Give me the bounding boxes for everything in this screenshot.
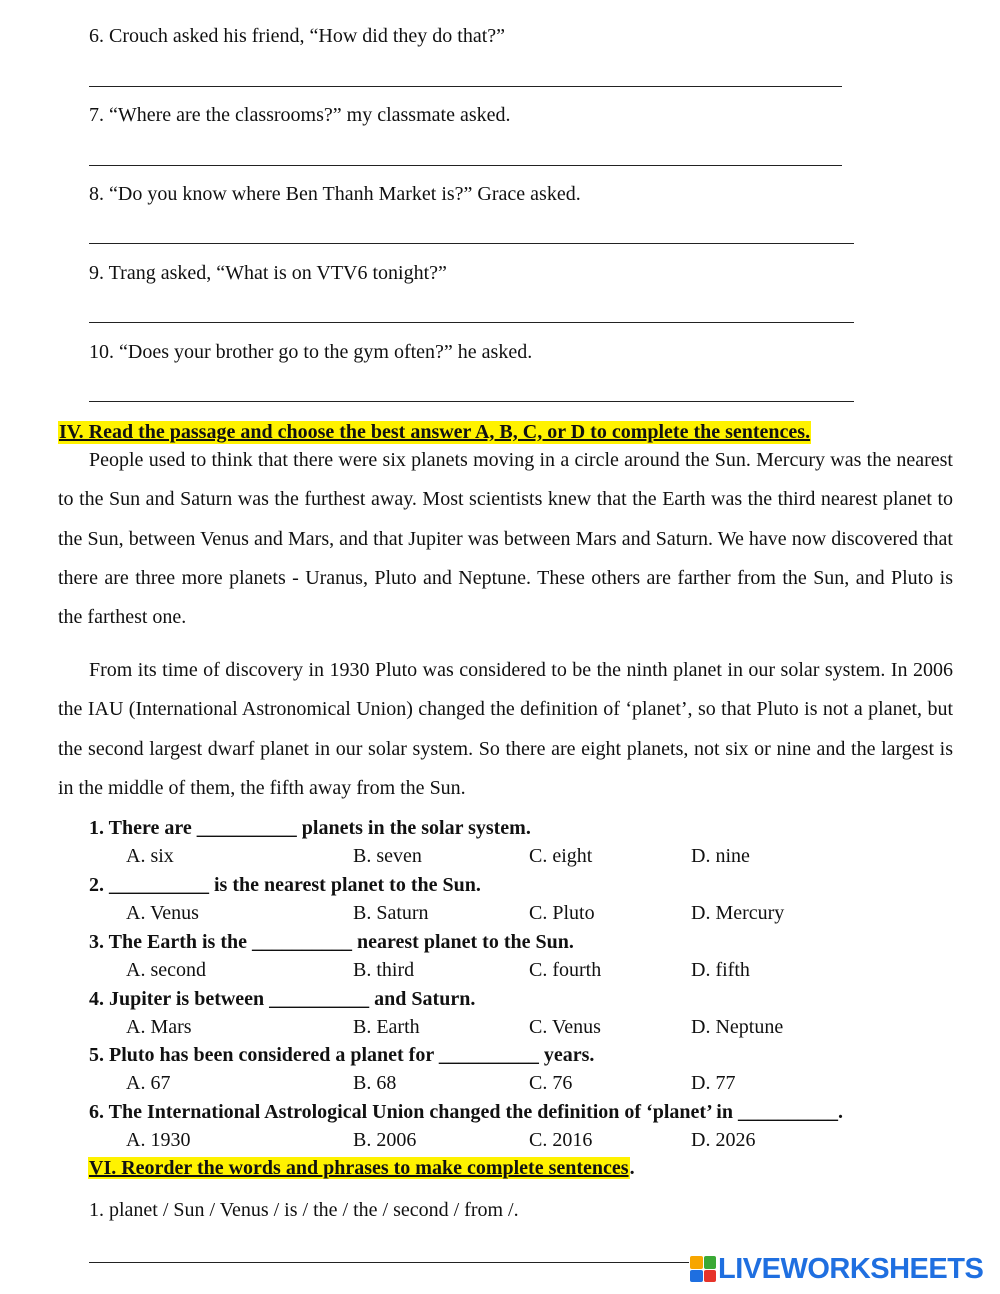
option-a[interactable]: A. Mars <box>126 1016 192 1038</box>
answer-line[interactable] <box>89 401 854 402</box>
exercise-item-9: 9. Trang asked, “What is on VTV6 tonight?” <box>89 262 447 284</box>
exercise-item-8: 8. “Do you know where Ben Thanh Market is?” Grace asked. <box>89 183 581 205</box>
option-c[interactable]: C. eight <box>529 845 593 867</box>
option-c[interactable]: C. Pluto <box>529 902 595 924</box>
option-b[interactable]: B. Saturn <box>353 902 429 924</box>
reorder-item-1: 1. planet / Sun / Venus / is / the / the / second / from /. <box>89 1199 519 1221</box>
option-d[interactable]: D. Mercury <box>691 902 785 924</box>
section-heading-vi-period: . <box>629 1157 635 1179</box>
option-c[interactable]: C. 2016 <box>529 1129 593 1151</box>
answer-line[interactable] <box>89 322 854 323</box>
option-b[interactable]: B. seven <box>353 845 422 867</box>
option-d[interactable]: D. 77 <box>691 1072 736 1094</box>
exercise-item-6: 6. Crouch asked his friend, “How did they do that?” <box>89 25 506 47</box>
passage-paragraph-1: People used to think that there were six planets moving in a circle around the Sun. Mercury was the nearest to the Sun and Saturn was the furthest away. Most scientists knew that the Earth was the third nearest planet to the Sun, between Venus and Mars, and that Jupiter was between Mars and Saturn. We have now discovered that there are three more planets - Uranus, Pluto and Neptune. These others are farther from the Sun, and Pluto is the farthest one. <box>58 449 953 629</box>
exercise-item-7: 7. “Where are the classrooms?” my classmate asked. <box>89 104 511 126</box>
answer-line[interactable] <box>89 86 842 87</box>
exercise-item-10: 10. “Does your brother go to the gym often?” he asked. <box>89 341 533 363</box>
section-heading-iv: IV. Read the passage and choose the best answer A, B, C, or D to complete the sentences. <box>59 421 811 443</box>
option-c[interactable]: C. Venus <box>529 1016 601 1038</box>
liveworksheets-logo <box>690 1254 983 1284</box>
option-d[interactable]: D. Neptune <box>691 1016 784 1038</box>
option-a[interactable]: A. 67 <box>126 1072 171 1094</box>
question-3: 3. The Earth is the __________ nearest planet to the Sun. <box>89 931 574 953</box>
option-a[interactable]: A. second <box>126 959 206 981</box>
option-a[interactable]: A. Venus <box>126 902 199 924</box>
question-5: 5. Pluto has been considered a planet for __________ years. <box>89 1044 595 1066</box>
answer-line[interactable] <box>89 243 854 244</box>
passage-paragraph-2: From its time of discovery in 1930 Pluto was considered to be the ninth planet in our solar system. In 2006 the IAU (International Astronomical Union) changed the definition of ‘planet’, so that Pluto is not a planet, but the second largest dwarf planet in our solar system. So there are eight planets, not six or nine and the largest is in the middle of them, the fifth away from the Sun. <box>58 659 953 799</box>
liveworksheets-logo-text: LIVEWORKSHEETS <box>718 1252 984 1285</box>
question-1: 1. There are __________ planets in the solar system. <box>89 817 531 839</box>
question-2: 2. __________ is the nearest planet to the Sun. <box>89 874 481 896</box>
option-d[interactable]: D. 2026 <box>691 1129 756 1151</box>
option-c[interactable]: C. fourth <box>529 959 602 981</box>
option-b[interactable]: B. third <box>353 959 415 981</box>
option-b[interactable]: B. 68 <box>353 1072 397 1094</box>
option-d[interactable]: D. nine <box>691 845 750 867</box>
answer-line[interactable] <box>89 165 842 166</box>
section-heading-vi-wrapper <box>88 1157 635 1180</box>
option-b[interactable]: B. Earth <box>353 1016 420 1038</box>
option-d[interactable]: D. fifth <box>691 959 750 981</box>
answer-line[interactable] <box>89 1262 689 1263</box>
option-a[interactable]: A. six <box>126 845 174 867</box>
section-heading-vi: VI. Reorder the words and phrases to make complete sentences <box>89 1157 629 1179</box>
option-c[interactable]: C. 76 <box>529 1072 573 1094</box>
option-a[interactable]: A. 1930 <box>126 1129 191 1151</box>
question-6: 6. The International Astrological Union changed the definition of ‘planet’ in __________. <box>89 1101 843 1123</box>
question-4: 4. Jupiter is between __________ and Saturn. <box>89 988 476 1010</box>
option-b[interactable]: B. 2006 <box>353 1129 417 1151</box>
liveworksheets-logo-icon <box>690 1256 716 1282</box>
